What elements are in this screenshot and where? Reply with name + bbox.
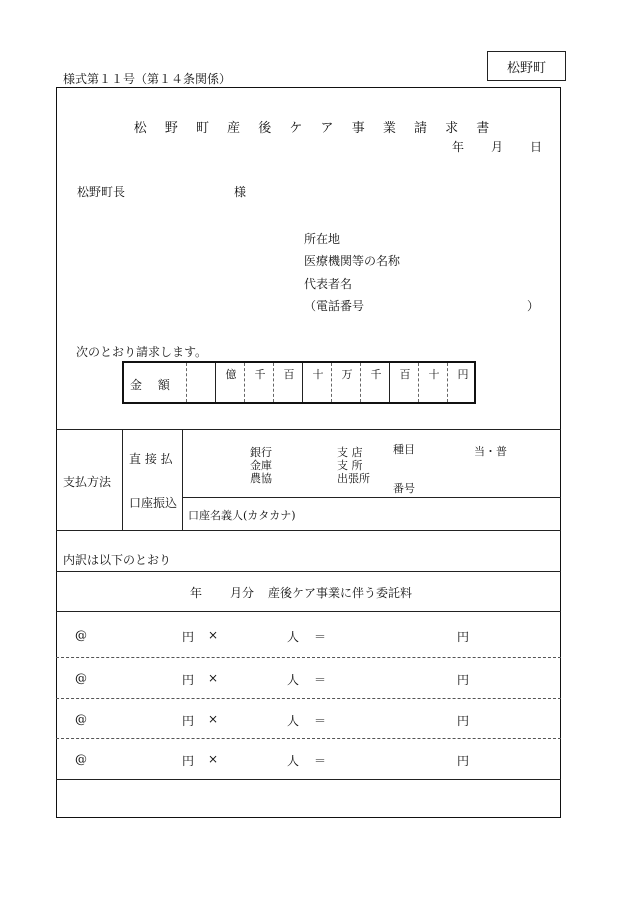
amount-box[interactable] xyxy=(122,361,476,404)
branch-type-shiten[interactable]: 支 店 xyxy=(337,446,363,459)
amount-divider xyxy=(302,363,303,402)
row-times: × xyxy=(208,752,219,766)
date-day[interactable]: 日 xyxy=(530,140,543,154)
bank-type-kinko[interactable]: 金庫 xyxy=(250,459,272,472)
amount-divider xyxy=(360,363,361,402)
digit-oku: 億 xyxy=(225,368,237,381)
row-at: @ xyxy=(75,628,87,642)
digit-juu-2: 十 xyxy=(428,368,440,381)
payment-divider xyxy=(182,429,183,530)
digit-yen: 円 xyxy=(457,368,469,381)
row-divider xyxy=(56,738,561,739)
row-yen: 円 xyxy=(182,754,195,768)
amount-divider xyxy=(331,363,332,402)
amount-divider xyxy=(389,363,390,402)
row-total-yen: 円 xyxy=(457,630,470,644)
row-times: × xyxy=(208,671,219,685)
digit-hyaku: 百 xyxy=(283,368,295,381)
payment-top-line xyxy=(56,429,561,430)
digit-juu: 十 xyxy=(312,368,324,381)
addressee-name: 松野町長 xyxy=(77,185,126,199)
municipality-stamp: 松野町 xyxy=(487,51,566,81)
row-at: @ xyxy=(75,671,87,685)
holder-line xyxy=(182,497,561,498)
payment-bottom-line xyxy=(56,530,561,531)
facility-name-label[interactable]: 医療機関等の名称 xyxy=(304,254,401,268)
request-text: 次のとおり請求します。 xyxy=(76,345,208,359)
branch-type-shisho[interactable]: 支 所 xyxy=(337,459,363,472)
row-at: @ xyxy=(75,752,87,766)
row-times: × xyxy=(208,712,219,726)
branch-type-office[interactable]: 出張所 xyxy=(337,472,370,485)
date-year[interactable]: 年 xyxy=(452,140,465,154)
account-holder-label[interactable]: 口座名義人(カタカナ) xyxy=(188,509,296,522)
breakdown-intro: 内訳は以下のとおり xyxy=(63,553,172,567)
row-equals: ＝ xyxy=(314,630,327,644)
row-at: @ xyxy=(75,712,87,726)
bank-type-bank[interactable]: 銀行 xyxy=(250,446,272,459)
row-person: 人 xyxy=(287,673,300,687)
row-divider xyxy=(56,657,561,658)
payment-method-label: 支払方法 xyxy=(63,475,112,489)
amount-divider xyxy=(244,363,245,402)
row-yen: 円 xyxy=(182,714,195,728)
row-equals: ＝ xyxy=(314,754,327,768)
amount-divider xyxy=(186,363,187,402)
row-times: × xyxy=(208,628,219,642)
address-label[interactable]: 所在地 xyxy=(304,232,341,246)
row-yen: 円 xyxy=(182,673,195,687)
row-equals: ＝ xyxy=(314,714,327,728)
account-type-options[interactable]: 当・普 xyxy=(474,445,507,458)
row-divider xyxy=(56,698,561,699)
amount-divider xyxy=(273,363,274,402)
account-number-label[interactable]: 番号 xyxy=(393,482,415,495)
form-number: 様式第１１号（第１４条関係） xyxy=(63,72,232,86)
form-title: 松 野 町 産 後 ケ ア 事 業 請 求 書 xyxy=(133,121,497,136)
row-total-yen: 円 xyxy=(457,754,470,768)
row-person: 人 xyxy=(287,714,300,728)
amount-divider xyxy=(447,363,448,402)
row-person: 人 xyxy=(287,630,300,644)
transfer-label[interactable]: 口座振込 xyxy=(129,496,178,510)
digit-sen-2: 千 xyxy=(370,368,382,381)
amount-label: 金 額 xyxy=(130,378,170,392)
row-total-yen: 円 xyxy=(457,714,470,728)
phone-close: ） xyxy=(527,299,540,313)
breakdown-bottom-line xyxy=(56,779,561,780)
period-year[interactable]: 年 xyxy=(190,586,203,600)
digit-hyaku-2: 百 xyxy=(399,368,411,381)
addressee-honorific: 様 xyxy=(234,185,247,199)
amount-divider xyxy=(215,363,216,402)
digit-man: 万 xyxy=(341,368,353,381)
breakdown-line xyxy=(56,571,561,572)
bank-type-nokyo[interactable]: 農協 xyxy=(250,472,272,485)
row-equals: ＝ xyxy=(314,673,327,687)
date-month[interactable]: 月 xyxy=(491,140,504,154)
representative-label[interactable]: 代表者名 xyxy=(304,277,353,291)
row-yen: 円 xyxy=(182,630,195,644)
phone-label[interactable]: （電話番号 xyxy=(304,299,365,313)
row-person: 人 xyxy=(287,754,300,768)
period-month[interactable]: 月分 xyxy=(230,586,255,600)
direct-payment-label[interactable]: 直 接 払 xyxy=(129,452,173,466)
breakdown-description: 産後ケア事業に伴う委託料 xyxy=(268,586,413,600)
digit-sen: 千 xyxy=(254,368,266,381)
account-type-label: 種目 xyxy=(393,443,415,456)
row-total-yen: 円 xyxy=(457,673,470,687)
amount-divider xyxy=(418,363,419,402)
breakdown-header-line xyxy=(56,611,561,612)
payment-divider xyxy=(122,429,123,530)
